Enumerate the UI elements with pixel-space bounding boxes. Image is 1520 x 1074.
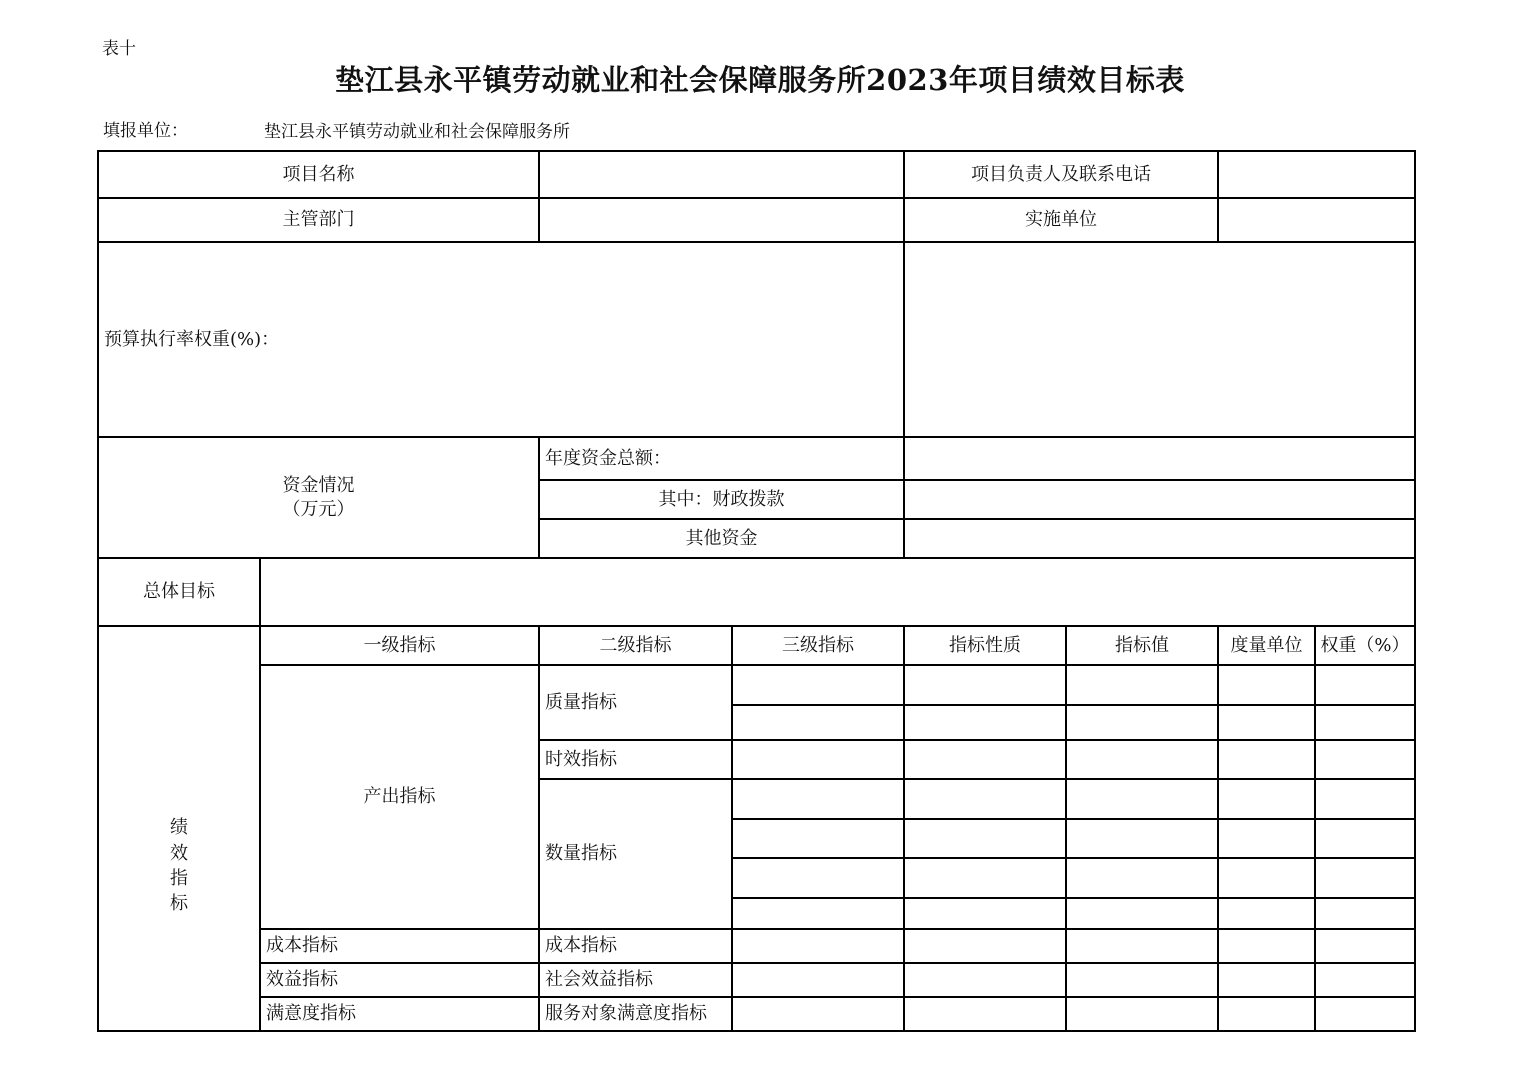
grid-line	[1217, 625, 1219, 1032]
department-value	[540, 199, 903, 241]
reporting-unit-label: 填报单位：	[103, 121, 188, 141]
satisfaction-indicators-l1: 满意度指标	[266, 1003, 356, 1025]
implementer-value	[1219, 199, 1414, 241]
overall-goal-value	[261, 559, 1414, 625]
quantity-indicators: 数量指标	[545, 843, 617, 865]
timeliness-indicators: 时效指标	[545, 748, 617, 770]
performance-indicators-label	[99, 627, 259, 1030]
page-title: 垫江县永平镇劳动就业和社会保障服务所2023年项目绩效目标表	[335, 63, 1185, 97]
project-leader-value	[1219, 152, 1414, 197]
header-unit: 度量单位	[1230, 634, 1303, 656]
project-leader-label: 项目负责人及联系电话	[971, 163, 1151, 185]
perf-char: 标	[170, 893, 188, 915]
satisfaction-indicators-l2: 服务对象满意度指标	[545, 1003, 707, 1025]
cost-indicators-l1: 成本指标	[266, 935, 338, 957]
department-label: 主管部门	[282, 209, 355, 231]
fund-status-title: 资金情况	[282, 475, 355, 497]
form-number: 表十	[102, 39, 136, 59]
budget-weight-label: 预算执行率权重(%)：	[104, 328, 280, 350]
benefit-indicators-l2: 社会效益指标	[545, 969, 653, 991]
grid-line	[1414, 150, 1416, 1032]
fiscal-funds-label: 其中：财政拨款	[658, 488, 785, 510]
header-level2: 二级指标	[599, 634, 672, 656]
budget-weight-value	[905, 243, 1414, 436]
annual-total-label: 年度资金总额：	[545, 447, 671, 469]
grid-line	[1065, 625, 1067, 1032]
benefit-indicators-l1: 效益指标	[266, 969, 338, 991]
fund-unit: （万元）	[282, 498, 355, 520]
header-level1: 一级指标	[363, 634, 436, 656]
cost-indicators-l2: 成本指标	[545, 935, 617, 957]
header-weight: 权重（%）	[1320, 634, 1410, 656]
grid-line	[1314, 625, 1316, 1032]
overall-goal-label: 总体目标	[143, 581, 215, 603]
project-name-value	[540, 152, 903, 197]
header-level3: 三级指标	[782, 634, 854, 656]
header-value: 指标值	[1115, 634, 1169, 656]
grid-line	[731, 625, 733, 1032]
perf-char: 指	[170, 868, 188, 889]
reporting-unit-value: 垫江县永平镇劳动就业和社会保障服务所	[264, 122, 570, 142]
other-funds-label: 其他资金	[685, 527, 758, 549]
perf-char: 绩	[170, 817, 188, 839]
fund-status-label	[99, 438, 538, 557]
implementer-label: 实施单位	[1025, 209, 1097, 231]
perf-char: 效	[170, 842, 188, 864]
quality-indicators: 质量指标	[545, 691, 617, 713]
header-nature: 指标性质	[949, 634, 1021, 656]
output-indicators: 产出指标	[363, 786, 436, 808]
grid-line	[903, 625, 905, 1032]
project-name-label: 项目名称	[282, 163, 355, 185]
